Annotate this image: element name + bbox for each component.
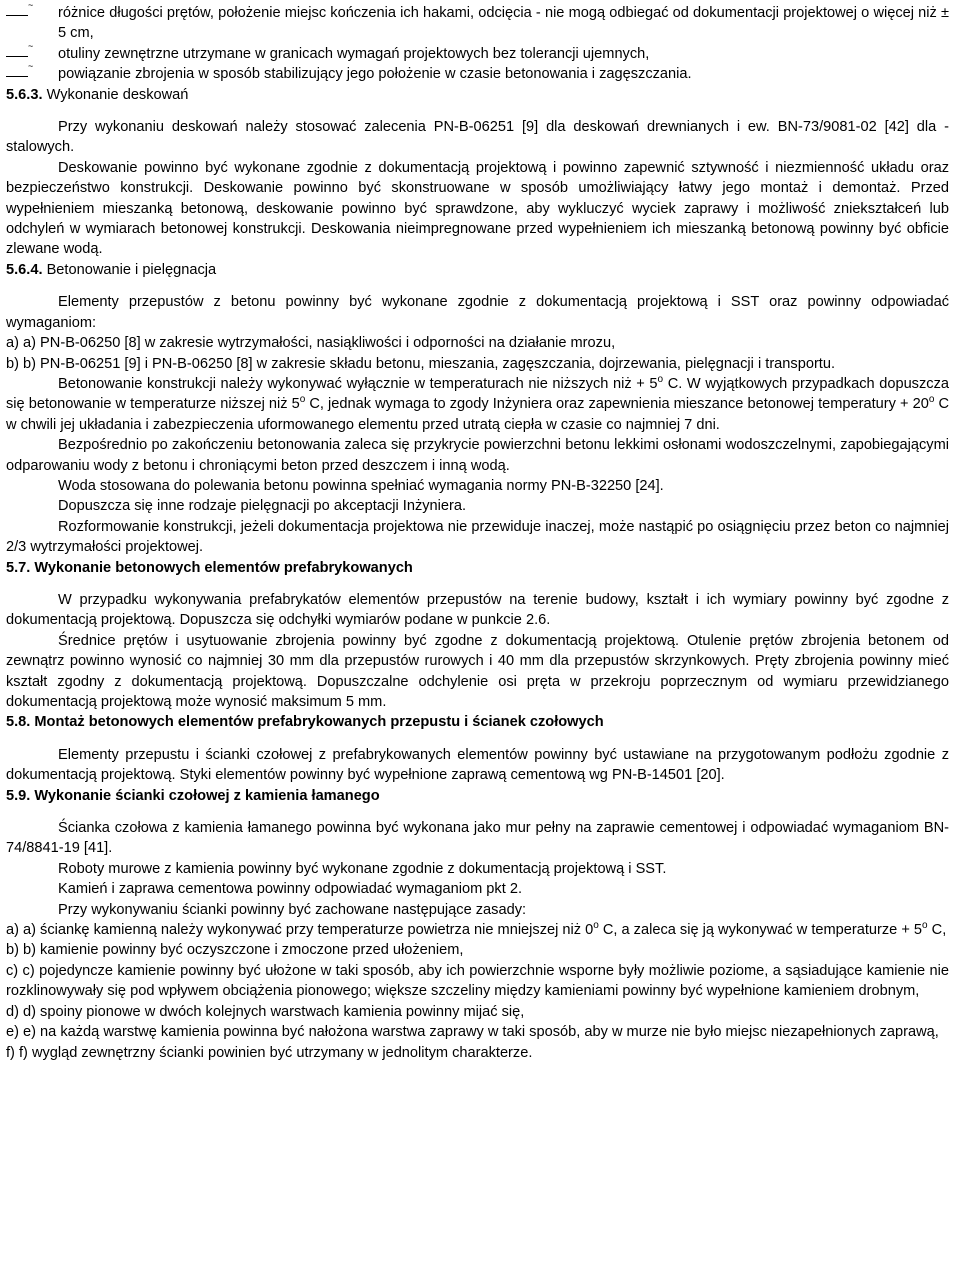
- paragraph: Dopuszcza się inne rodzaje pielęgnacji po akceptacji Inżyniera.: [58, 498, 467, 515]
- section-heading: 5.8. Montaż betonowych elementów prefabrykowanych przepustu i ścianek czołowych: [6, 714, 604, 731]
- paragraph: Przy wykonywaniu ścianki powinny być zachowane następujące zasady:: [58, 901, 527, 918]
- paragraph: Woda stosowana do polewania betonu powinna spełniać wymagania normy PN-B-32250 [24].: [58, 477, 664, 494]
- list-item: a) a) PN-B-06250 [8] w zakresie wytrzymałości, nasiąkliwości i odporności na działanie mrozu,: [6, 335, 616, 352]
- text-run: C. W wyjątkowych przypadkach dopuszcza się betonowanie w temperaturze niższej niż 5: [6, 375, 949, 413]
- degree-sup: o: [657, 374, 664, 386]
- list-item: f) f) wygląd zewnętrzny ścianki powinien być utrzymany w jednolitym charakterze.: [6, 1044, 533, 1061]
- paragraph: Przy wykonaniu deskowań należy stosować zalecenia PN-B-06251 [9] dla deskowań drewnianych i ew. BN-73/9081-02 [42] dla - stalowych.: [6, 119, 949, 156]
- tolerance-text: otuliny zewnętrzne utrzymane w granicach wymagań projektowych bez tolerancji ujemnych,: [58, 45, 650, 62]
- section-heading: 5.9. Wykonanie ścianki czołowej z kamienia łamanego: [6, 787, 380, 804]
- degree-sup: o: [593, 920, 599, 932]
- tolerance-item: [6, 3, 949, 44]
- tolerance-item: [6, 64, 949, 84]
- paragraph: W przypadku wykonywania prefabrykatów elementów przepustów na terenie budowy, kształt i ich wymiary powinny być zgodne z dokumentacją projektową. Dopuszcza się odchyłki wymiarów podane w punkcie 2.6.: [6, 591, 949, 629]
- paragraph: Elementy przepustu i ścianki czołowej z prefabrykowanych elementów powinny być ustawiane na przygotowanym podłożu zgodnie z dokumentacją projektową. Styki elementów powinny być wypełnione zaprawą cementową wg PN-B-14501 [20].: [6, 746, 949, 784]
- section-title: Wykonanie deskowań: [46, 86, 189, 103]
- list-item: d) d) spoiny pionowe w dwóch kolejnych warstwach kamienia powinny mijać się,: [6, 1003, 525, 1020]
- text-run: C,: [927, 922, 947, 939]
- list-item: c) c) pojedyncze kamienie powinny być ułożone w taki sposób, aby ich powierzchnie wsporne były możliwie poziome, a sąsiadujące kamienie nie rozklinowywały się pod wpływem obciążenia pionowego; większe szczeliny między kamieniami powinny być wypełnione kamieniem drobnym,: [6, 962, 949, 1000]
- degree-sup: o: [299, 394, 306, 406]
- paragraph: Bezpośrednio po zakończeniu betonowania zaleca się przykrycie powierzchni betonu lekkimi osłonami wodoszczelnymi, zapobiegającymi odparowaniu wody z betonu i chroniącymi beton przed deszczem i inną wodą.: [6, 437, 949, 474]
- text-run: Betonowanie konstrukcji należy wykonywać wyłącznie w temperaturach nie niższych niż + 5: [58, 375, 658, 392]
- section-number: 5.6.3.: [6, 86, 43, 103]
- tolerance-text: różnice długości prętów, położenie miejsc kończenia ich hakami, odcięcia - nie mogą odbiegać od dokumentacji projektowej o więcej niż ± 5 cm,: [58, 5, 949, 42]
- list-item: [6, 920, 949, 940]
- section-number: 5.6.4.: [6, 261, 43, 278]
- paragraph: Rozformowanie konstrukcji, jeżeli dokumentacja projektowa nie przewiduje inaczej, może nastąpić po osiągnięciu przez beton co najmniej 2/3 wytrzymałości projektowej.: [6, 518, 949, 556]
- list-item: b) b) PN-B-06251 [9] i PN-B-06250 [8] w zakresie składu betonu, mieszania, zagęszczania, dojrzewania, pielęgnacji i transportu.: [6, 355, 836, 372]
- text-run: a) a) ściankę kamienną należy wykonywać przy temperaturze powietrza nie mniejszej niż 0: [6, 922, 594, 939]
- paragraph: Średnice prętów i usytuowanie zbrojenia powinny być zgodne z dokumentacją projektową. Otulenie prętów zbrojenia betonem od zewnątrz powinno wynosić co najmniej 30 mm dla przepustów rurowych i 40 mm dla przepustów skrzynkowych. Pręty zbrojenia powinny mieć kształt zgodny z dokumentacją projektową. Dopuszczalne odchylenie osi pręta w przekroju poprzecznym od wymiaru przewidzianego dokumentacją projektową może wynosić maksimum 5 mm.: [6, 632, 949, 710]
- tolerance-text: powiązanie zbrojenia w sposób stabilizujący jego położenie w czasie betonowania i zagęszczania.: [58, 66, 692, 83]
- paragraph: [6, 374, 949, 435]
- paragraph: Kamień i zaprawa cementowa powinny odpowiadać wymaganiom pkt 2.: [58, 881, 522, 898]
- degree-sup: o: [928, 394, 935, 406]
- text-run: C, jednak wymaga to zgody Inżyniera oraz zapewnienia mieszance betonowej temperatury + 20: [305, 396, 929, 413]
- tolerance-item: [6, 44, 949, 64]
- section-heading: 5.7. Wykonanie betonowych elementów prefabrykowanych: [6, 559, 413, 576]
- section-heading: [6, 85, 949, 105]
- list-item: b) b) kamienie powinny być oczyszczone i zmoczone przed ułożeniem,: [6, 942, 464, 959]
- text-run: C, a zaleca się ją wykonywać w temperaturze + 5: [598, 922, 923, 939]
- paragraph: Elementy przepustów z betonu powinny być wykonane zgodnie z dokumentacją projektową i SST oraz powinny odpowiadać wymaganiom:: [6, 294, 949, 331]
- dash-bullet-icon: [6, 64, 58, 84]
- text-run: C w chwili jej układania i zabezpieczenia uformowanego elementu przed utratą ciepła w czasie co najmniej 7 dni.: [6, 396, 949, 433]
- paragraph: Roboty murowe z kamienia powinny być wykonane zgodnie z dokumentacją projektową i SST.: [58, 860, 667, 877]
- dash-bullet-icon: [6, 3, 58, 23]
- section-title: Betonowanie i pielęgnacja: [46, 261, 217, 278]
- paragraph: Deskowanie powinno być wykonane zgodnie z dokumentacją projektową i powinno zapewnić sztywność i niezmienność układu oraz bezpieczeństwo konstrukcji. Deskowanie powinno być skonstruowane w sposób umożliwiający łatwy jego montaż i demontaż. Przed wypełnieniem mieszanką betonową, deskowanie powinno być sprawdzone, aby wykluczyć wyciek zaprawy i możliwość zniekształceń lub odchyleń w wymiarach betonowej konstrukcji. Deskowania nieimpregnowane przed wypełnieniem ich mieszanką betonową powinny być obficie zlewane wodą.: [6, 159, 949, 258]
- section-heading: [6, 260, 949, 280]
- list-item: e) e) na każdą warstwę kamienia powinna być nałożona warstwa zaprawy w taki sposób, aby w murze nie było miejsc niezapełnionych zaprawą,: [6, 1024, 939, 1041]
- degree-sup: o: [922, 920, 928, 932]
- paragraph: Ścianka czołowa z kamienia łamanego powinna być wykonana jako mur pełny na zaprawie cementowej i odpowiadać wymaganiom BN-74/8841-19 [41].: [6, 820, 949, 857]
